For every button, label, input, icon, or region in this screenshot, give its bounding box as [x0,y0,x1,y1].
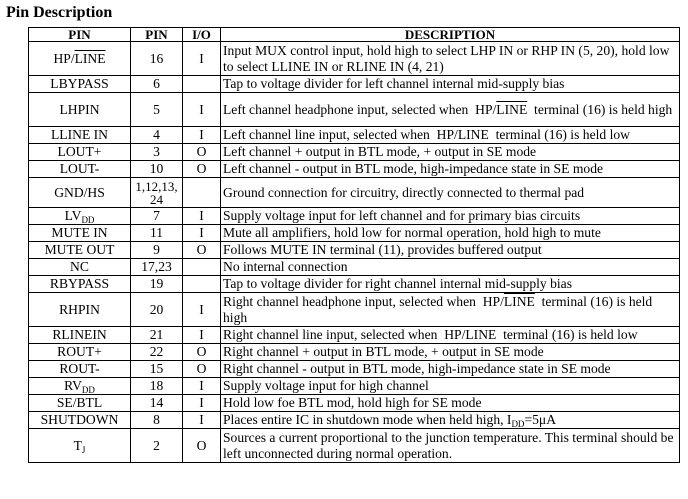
table-row [29,161,680,178]
table-row [29,127,680,144]
pin-io: O [183,344,221,361]
pin-name [29,361,131,378]
pin-io: O [183,144,221,161]
pin-number: 3 [131,144,183,161]
pin-name [29,327,131,344]
pin-number: 6 [131,76,183,93]
pin-name [29,293,131,327]
description-text: Left channel headphone input, selected when HP/ [223,101,497,117]
pin-description [221,276,680,293]
header-pin-number: PIN [131,28,183,42]
pin-name-text: LBYPASS [50,76,109,92]
table-row [29,225,680,242]
pin-number: 5 [131,93,183,127]
table-header-row [29,28,680,42]
pin-io: O [183,161,221,178]
header-pin-name: PIN [29,28,131,42]
description-text: Right channel line input, selected when HP/ [223,327,466,343]
pin-description [221,76,680,93]
pin-name [29,178,131,208]
pin-name [29,412,131,429]
pin-name-subscript: J [81,444,86,455]
table-row [29,327,680,344]
description-text-tail: terminal (16) is held low [488,127,630,143]
pin-number: 9 [131,242,183,259]
pin-name-overline: $\overline{BTL}$ [76,395,103,411]
description-subscript: DD [511,419,525,430]
pin-number: 19 [131,276,183,293]
pin-name-text: LV [64,208,82,224]
pin-name-text: HP/ [53,50,75,66]
pin-io: I [183,412,221,429]
table-row [29,395,680,412]
pin-name [29,127,131,144]
pin-name [29,276,131,293]
pin-name [29,429,131,463]
description-text: Right channel + output in BTL mode, + output in SE mode [223,344,544,360]
table-row [29,178,680,208]
table-row [29,259,680,276]
pin-io: I [183,42,221,76]
pin-name [29,144,131,161]
pin-number: 4 [131,127,183,144]
table-row [29,42,680,76]
pin-io: I [183,378,221,395]
pin-number: 8 [131,412,183,429]
table-row [29,378,680,395]
description-overline: LINE [503,294,535,309]
table-row [29,429,680,463]
pin-name [29,242,131,259]
header-io: I/O [183,28,221,42]
pin-number: 10 [131,161,183,178]
table-row [29,242,680,259]
pin-io [183,276,221,293]
pin-number: 21 [131,327,183,344]
pin-name-text: LLINE IN [51,127,108,143]
pin-number: 1,12,13, 24 [131,178,183,208]
description-text: Sources a current proportional to the junction temperature. This terminal should be left unconnected during normal operation. [223,430,677,461]
pin-name-text: LOUT+ [57,144,102,160]
pin-name-text: RLINEIN [52,327,107,343]
pin-number: 14 [131,395,183,412]
pin-number: 22 [131,344,183,361]
pin-description [221,429,680,463]
pin-name-text: GND/HS [54,184,105,200]
table-row [29,93,680,127]
pin-description [221,242,680,259]
pin-name [29,259,131,276]
pin-io: I [183,225,221,242]
pin-description [221,327,680,344]
pin-name-text: RBYPASS [49,276,110,292]
section-title: Pin Description [6,4,113,21]
description-overline: LINE [457,127,489,143]
pin-name [29,161,131,178]
pin-description [221,144,680,161]
description-text-tail: terminal (16) is held high [527,101,673,117]
pin-io [183,76,221,93]
table-row [29,144,680,161]
description-text: Tap to voltage divider for left channel internal mid-supply bias [223,76,565,92]
pin-number: 16 [131,42,183,76]
pin-name-text: RV [64,378,82,394]
pin-name-overline: LINE [74,50,106,66]
pin-io: I [183,327,221,344]
description-text: Places entire IC in shutdown mode when held high, I [223,412,512,428]
description-text: Supply voltage input for high channel [223,378,429,394]
description-text: Tap to voltage divider for right channel internal mid-supply bias [223,276,572,292]
pin-description [221,293,680,327]
pin-name-text: SE/ [56,395,77,411]
pin-io: I [183,395,221,412]
pin-name [29,378,131,395]
pin-io: O [183,429,221,463]
table-row [29,361,680,378]
pin-name [29,344,131,361]
table-row [29,208,680,225]
pin-number: 15 [131,361,183,378]
pin-io [183,178,221,208]
pin-number: 11 [131,225,183,242]
pin-description [221,93,680,127]
pin-description [221,378,680,395]
pin-description [221,259,680,276]
pin-io: I [183,93,221,127]
pin-name-text: ROUT+ [57,344,102,360]
pin-number: 7 [131,208,183,225]
pin-description-table [28,27,680,463]
pin-name [29,225,131,242]
pin-name-text: SHUTDOWN [40,412,119,428]
description-text-tail: terminal (16) is held high [223,294,656,325]
description-text: Ground connection for circuitry, directly connected to thermal pad [223,184,585,200]
pin-description [221,412,680,429]
description-text: Left channel - output in BTL mode, high-impedance state in SE mode [223,161,604,177]
pin-name-text: LHPIN [59,101,100,117]
description-text: Mute all amplifiers, hold low for normal operation, hold high to mute [223,225,601,241]
pin-name [29,208,131,225]
table-row [29,412,680,429]
pin-name-text: MUTE OUT [44,242,115,258]
pin-io: I [183,127,221,144]
pin-io: O [183,242,221,259]
description-text: Input MUX control input, hold high to select LHP IN or RHP IN (5, 20), hold low to select LLINE IN or RLINE IN (4, 21) [223,43,673,74]
pin-description [221,178,680,208]
pin-name-text: NC [70,259,89,275]
header-description: DESCRIPTION [221,28,680,42]
pin-io: O [183,361,221,378]
table-row [29,76,680,93]
pin-description [221,344,680,361]
pin-io [183,259,221,276]
pin-description [221,361,680,378]
description-text: Left channel + output in BTL mode, + output in SE mode [223,144,537,160]
description-text: Left channel line input, selected when HP/ [223,127,458,143]
pin-number: 18 [131,378,183,395]
description-text: Follows MUTE IN terminal (11), provides buffered output [223,242,542,258]
pin-description [221,161,680,178]
description-text-tail: terminal (16) is held low [496,327,638,343]
pin-name-text: RHPIN [59,301,100,317]
pin-number: 20 [131,293,183,327]
description-text: Supply voltage input for left channel and for primary bias circuits [223,208,581,224]
pin-description [221,225,680,242]
pin-description [221,395,680,412]
pin-number: 17,23 [131,259,183,276]
table-row [29,293,680,327]
table-row [29,344,680,361]
description-overline: LINE [496,101,528,117]
pin-number: 2 [131,429,183,463]
pin-name [29,395,131,412]
pin-name-subscript: DD [81,385,95,396]
description-overline: LINE [465,327,497,343]
pin-name [29,93,131,127]
pin-name [29,42,131,76]
pin-name-text: T [73,437,82,453]
pin-name-subscript: DD [81,215,95,226]
pin-name [29,76,131,93]
pin-name-text: LOUT- [59,161,100,177]
description-text: No internal connection [223,259,348,275]
pin-name-text: ROUT- [59,361,100,377]
description-text: Right channel headphone input, selected when HP/ [223,294,504,309]
pin-description [221,127,680,144]
pin-io: I [183,293,221,327]
table-row [29,276,680,293]
description-text: Hold low foe BTL mod, hold high for SE mode [223,395,482,411]
description-text-tail: =5μA [524,412,557,428]
pin-io: I [183,208,221,225]
description-text: Right channel - output in BTL mode, high-impedance state in SE mode [223,361,611,377]
pin-description [221,42,680,76]
pin-description [221,208,680,225]
pin-name-text: MUTE IN [51,225,108,241]
